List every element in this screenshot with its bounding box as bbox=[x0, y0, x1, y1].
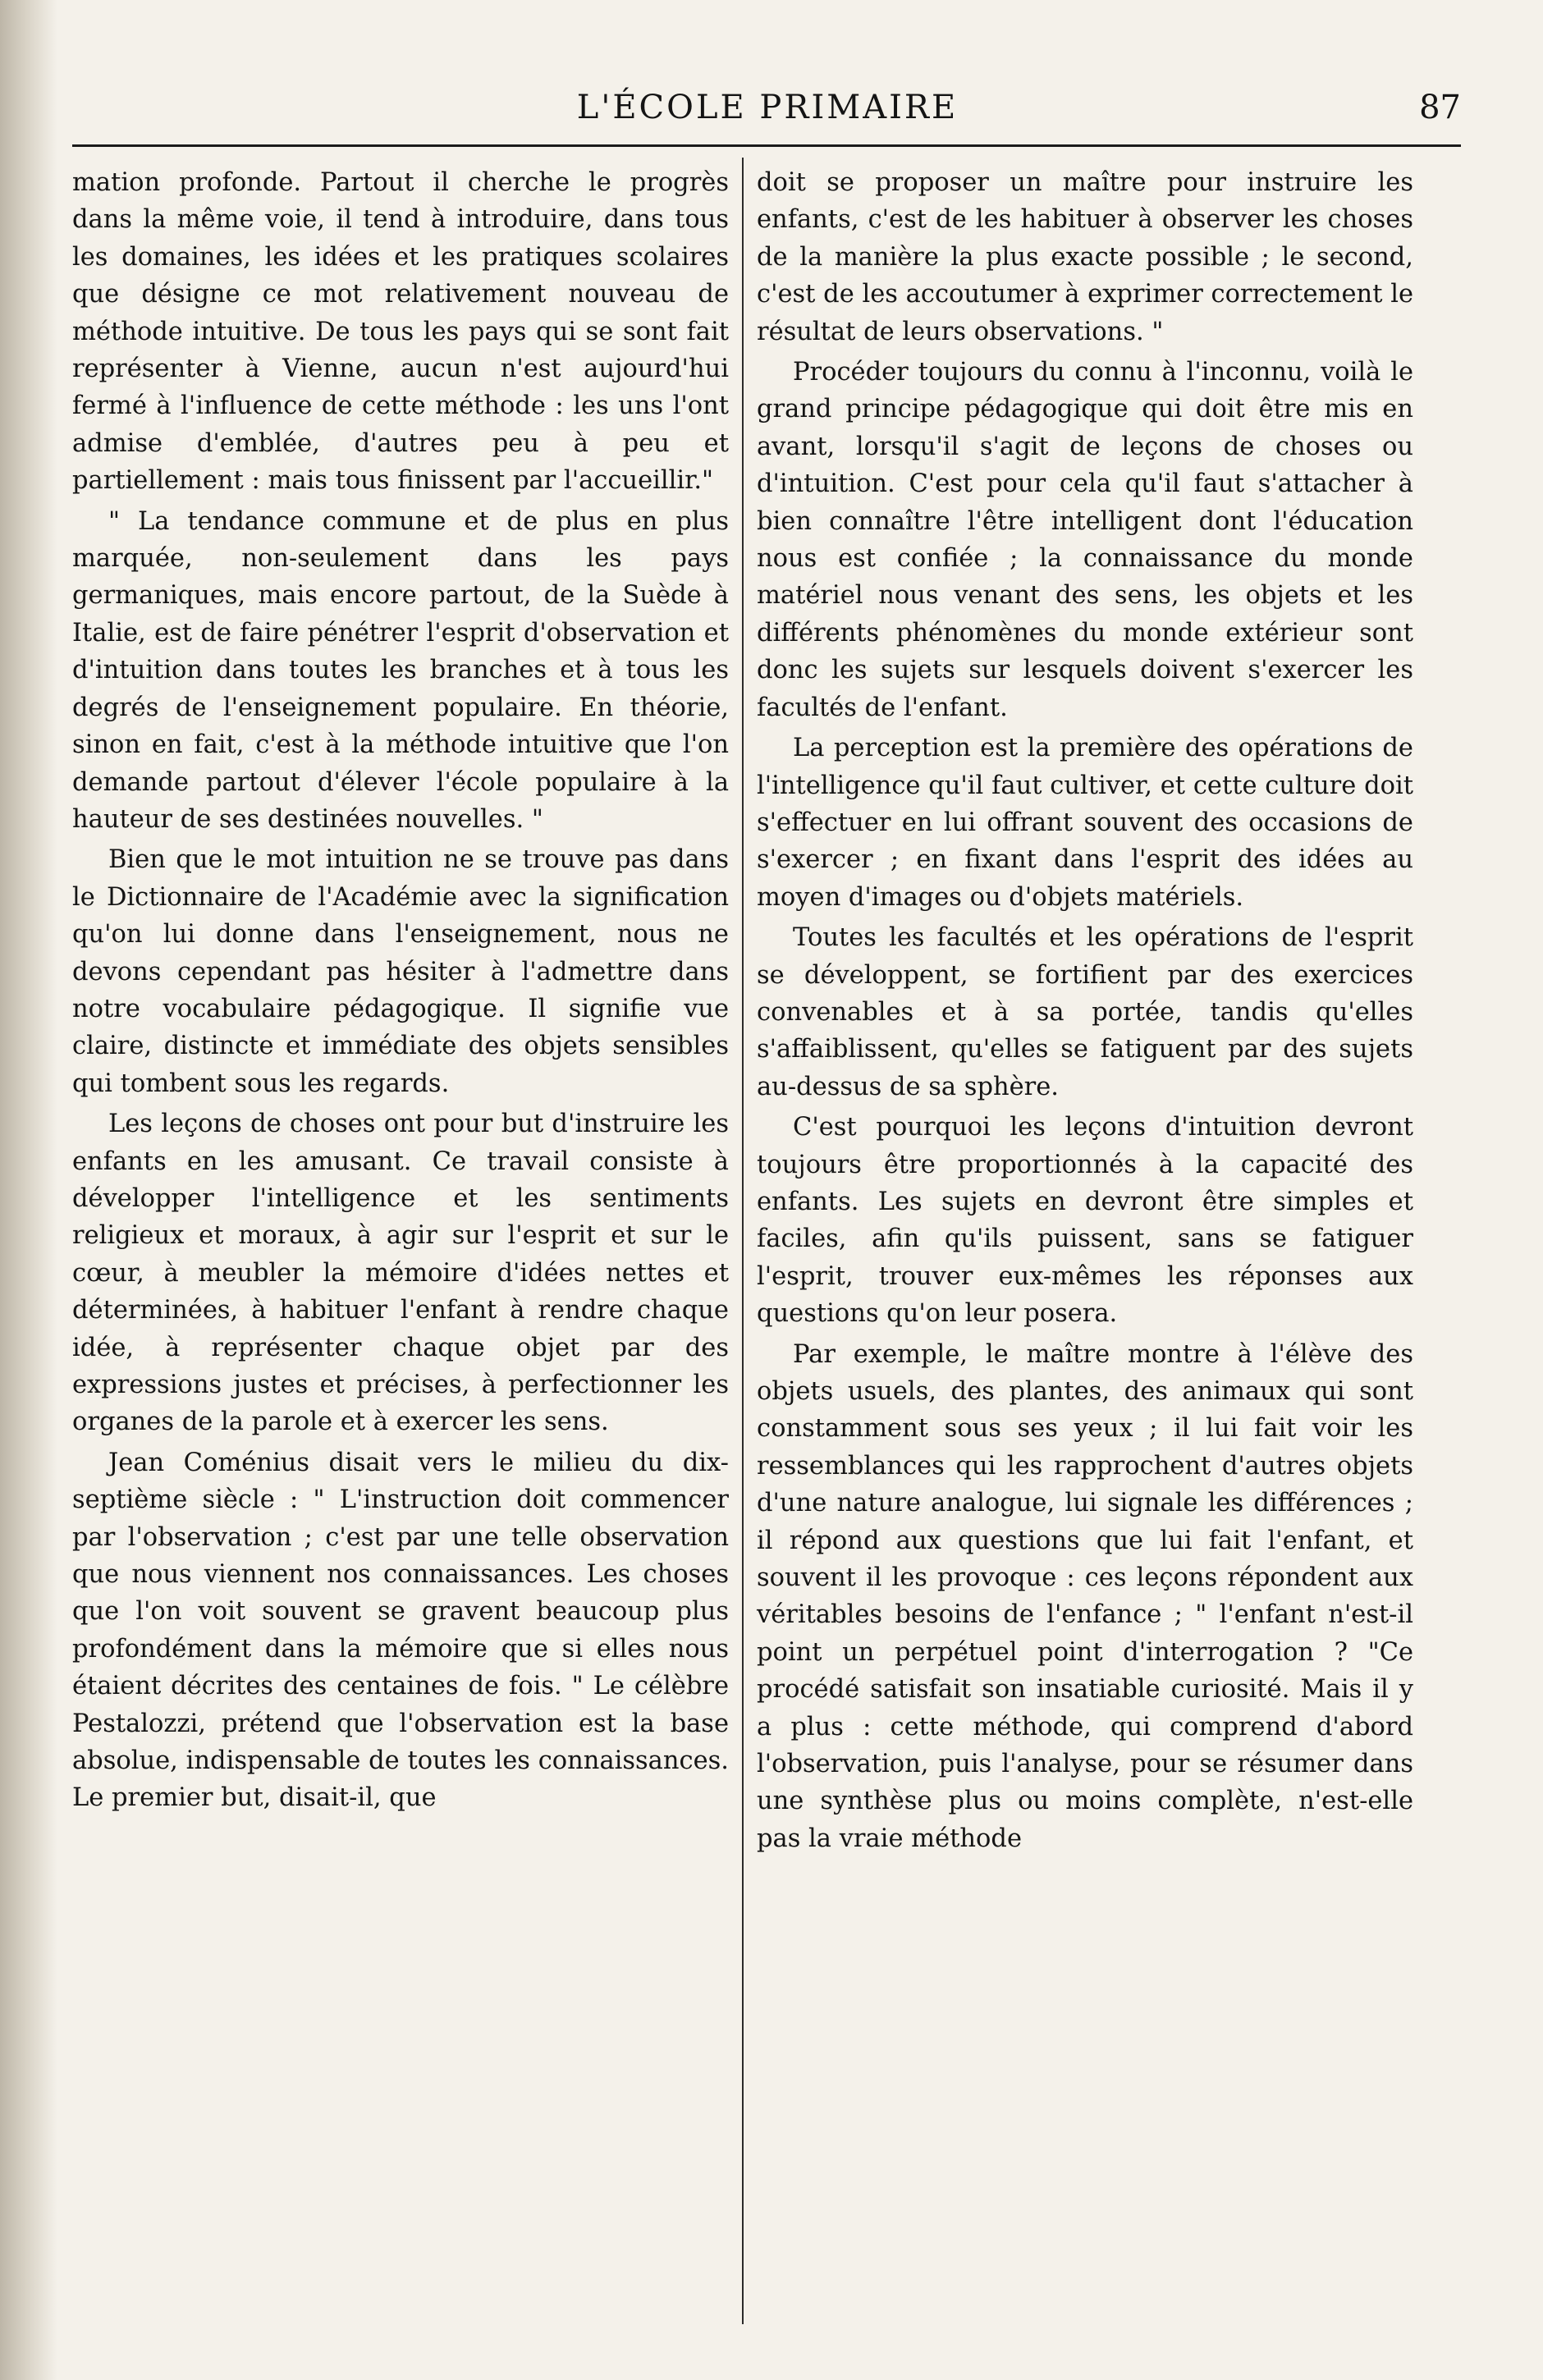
page-binding-shadow bbox=[0, 0, 57, 2380]
paragraph: mation profonde. Partout il cherche le progrès dans la même voie, il tend à introduire, dans tous les domaines, les idées et les pratiques scolaires que désigne ce mot relativement nouveau de méthode intuitive. De tous les pays qui se sont fait représenter à Vienne, aucun n'est aujourd'hui fermé à l'influence de cette méthode : les uns l'ont admise d'emblée, d'autres peu à peu et partiellement : mais tous finissent par l'accueillir." bbox=[72, 168, 729, 496]
paragraph: Jean Coménius disait vers le milieu du dix-septième siècle : " L'instruction doit commencer par l'observation ; c'est par une telle observation que nous viennent nos connaissances. Les choses que l'on voit souvent se gravent beaucoup plus profondément dans la mémoire que si elles nous étaient décrites des centaines de fois. " Le célèbre Pestalozzi, prétend que l'observation est la base absolue, indispensable de toutes les connaissances. Le premier but, disait-il, que bbox=[72, 1448, 729, 1813]
header-rule bbox=[72, 144, 1461, 147]
page-header bbox=[74, 85, 1461, 143]
paragraph: doit se proposer un maître pour instruire les enfants, c'est de les habituer à observer les choses de la manière la plus exacte possible ; le second, c'est de les accoutumer à exprimer correctement le résultat de leurs observations. " bbox=[757, 168, 1413, 346]
paragraph: Procéder toujours du connu à l'inconnu, voilà le grand principe pédagogique qui doit être mis en avant, lorsqu'il s'agit de leçons de choses ou d'intuition. C'est pour cela qu'il faut s'attacher à bien connaître l'être intelligent dont l'éducation nous est confiée ; la connaissance du monde matériel nous venant des sens, les objets et les différents phénomènes du monde extérieur sont donc les sujets sur lesquels doivent s'exercer les facultés de l'enfant. bbox=[757, 358, 1413, 722]
left-column bbox=[72, 164, 729, 1817]
paragraph: La perception est la première des opérations de l'intelligence qu'il faut cultiver, et cette culture doit s'effectuer en lui offrant souvent des occasions de s'exercer ; en fixant dans l'esprit des idées au moyen d'images ou d'objets matériels. bbox=[757, 734, 1413, 912]
paragraph: Par exemple, le maître montre à l'élève des objets usuels, des plantes, des animaux qui sont constamment sous ses yeux ; il lui fait voir les ressemblances qui les rapprochent d'autres objets d'une nature analogue, lui signale les différences ; il répond aux questions que lui fait l'enfant, et souvent il les provoque : ces leçons répondent aux véritables besoins de l'enfance ; " l'enfant n'est-il point un perpétuel point d'interrogation ? "Ce procédé satisfait son insatiable curiosité. Mais il y a plus : cette méthode, qui comprend d'abord l'observation, puis l'analyse, pour se résumer dans une synthèse plus ou moins complète, n'est-elle pas la vraie méthode bbox=[757, 1339, 1413, 1853]
right-column bbox=[757, 164, 1413, 1857]
paragraph: Toutes les facultés et les opérations de l'esprit se développent, se fortifient par des exercices convenables et à sa portée, tandis qu'elles s'affaiblissent, qu'elles se fatiguent par des sujets au-dessus de sa sphère. bbox=[757, 923, 1413, 1101]
paragraph: " La tendance commune et de plus en plus marquée, non-seulement dans les pays germaniques, mais encore partout, de la Suède à Italie, est de faire pénétrer l'esprit d'observation et d'intuition dans toutes les branches et à tous les degrés de l'enseignement populaire. En théorie, sinon en fait, c'est à la méthode intuitive que l'on demande partout d'élever l'école populaire à la hauteur de ses destinées nouvelles. " bbox=[72, 506, 729, 834]
paragraph: C'est pourquoi les leçons d'intuition devront toujours être proportionnés à la capacité des enfants. Les sujets en devront être simples et faciles, afin qu'ils puissent, sans se fatiguer l'esprit, trouver eux-mêmes les réponses aux questions qu'on leur posera. bbox=[757, 1113, 1413, 1329]
page-number: 87 bbox=[1419, 89, 1461, 126]
paragraph: Bien que le mot intuition ne se trouve pas dans le Dictionnaire de l'Académie avec la signification qu'on lui donne dans l'enseignement, nous ne devons cependant pas hésiter à l'admettre dans notre vocabulaire pédagogique. Il signifie vue claire, distincte et immédiate des objets sensibles qui tombent sous les regards. bbox=[72, 845, 729, 1098]
column-divider bbox=[742, 158, 744, 2324]
running-title: L'ÉCOLE PRIMAIRE bbox=[576, 89, 959, 126]
paragraph: Les leçons de choses ont pour but d'instruire les enfants en les amusant. Ce travail consiste à développer l'intelligence et les sentiments religieux et moraux, à agir sur l'esprit et sur le cœur, à meubler la mémoire d'idées nettes et déterminées, à habituer l'enfant à rendre chaque idée, à représenter chaque objet par des expressions justes et précises, à perfectionner les organes de la parole et à exercer les sens. bbox=[72, 1110, 729, 1437]
